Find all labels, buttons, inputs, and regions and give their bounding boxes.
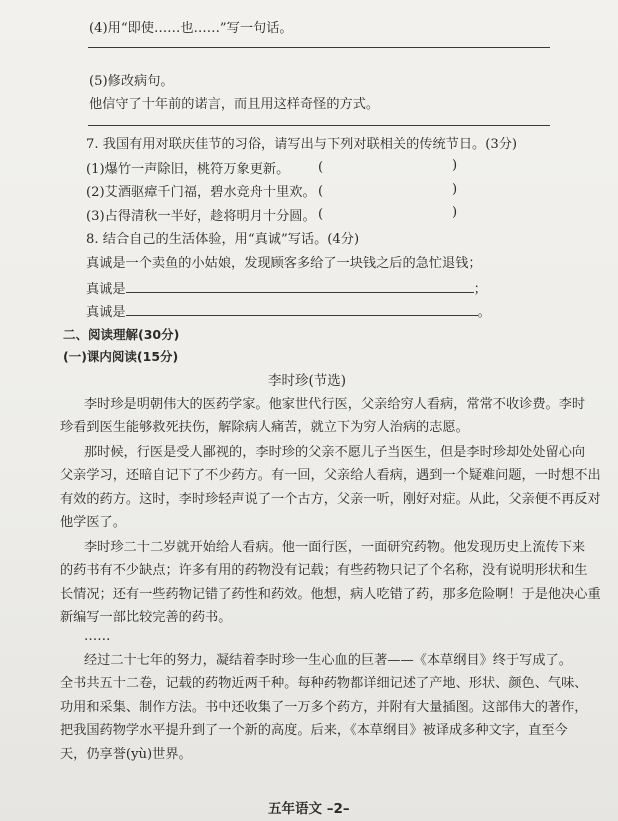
q8-prompt: 8. 结合自己的生活体验，用“真诚”写话。(4分): [86, 232, 360, 247]
page-footer: 五年语文 –2–: [268, 801, 350, 817]
passage-title: 李时珍(节选): [268, 373, 347, 389]
q7-paren-close-2: ): [452, 182, 458, 197]
passage-line: 父亲学习，还暗自记下了不少药方。有一回，父亲给人看病，遇到一个疑难问题，一时想不出: [60, 468, 601, 483]
passage-line: 有效的药方。这时，李时珍轻声说了一个古方，父亲一听，刚好对症。从此，父亲便不再反对: [60, 492, 601, 507]
passage-line: 全书共五十二卷，记载的药物近两千种。每种药物都详细记述了产地、形状、颜色、气味、: [60, 676, 588, 691]
q8-blank-2-prefix: 真诚是: [86, 305, 126, 320]
q7-paren-open-2: (: [318, 184, 324, 199]
q7-paren-close-1: ): [452, 158, 458, 173]
q7-item-1: (1)爆竹一声除旧，桃符万象更新。: [86, 162, 290, 177]
passage-line: 的药书有不少缺点；许多有用的药物没有记载；有些药物只记了个名称，没有说明形状和生: [60, 563, 588, 578]
passage-line: 把我国药物学水平提升到了一个新的高度。后来，《本草纲目》被译成多种文字，直至今: [60, 723, 568, 738]
section2-title: 二、阅读理解(30分): [63, 327, 180, 342]
q8-blank-1-end: ；: [473, 282, 487, 297]
q7-paren-close-3: ): [452, 205, 458, 220]
passage-line: 他学医了。: [60, 515, 126, 530]
q8-example: 真诚是一个卖鱼的小姑娘，发现顾客多给了一块钱之后的急忙退钱；: [86, 256, 482, 271]
passage-line: 经过二十七年的努力，凝结着李时珍一生心血的巨著——《本草纲目》终于写成了。: [84, 653, 572, 668]
passage-line: 新编写一部比较完善的药书。: [60, 610, 232, 625]
q8-blank-2-end: 。: [477, 305, 491, 320]
passage-line: 长情况；还有一些药物记错了药性和药效。他想，病人吃错了药，那多危险啊！于是他决心重: [60, 587, 601, 602]
q5-label: (5)修改病句。: [89, 74, 174, 89]
passage-line: 李时珍是明朝伟大的医药学家。他家世代行医，父亲给穷人看病，常常不收诊费。李时: [84, 397, 586, 412]
section2-subtitle: (一)课内阅读(15分): [63, 349, 179, 364]
q7-paren-open-1: (: [318, 160, 324, 175]
q8-blank-1[interactable]: [86, 279, 487, 299]
passage-line: 李时珍二十二岁就开始给人看病。他一面行医，一面研究药物。他发现历史上流传下来: [84, 540, 586, 555]
q7-prompt: 7. 我国有用对联庆佳节的习俗，请写出与下列对联相关的传统节日。(3分): [86, 137, 518, 152]
passage-line: 天，仍享誉(yù)世界。: [60, 747, 192, 762]
passage-ellipsis: ……: [84, 629, 111, 644]
passage-line: 功用和采集、制作方法。书中还收集了一万多个药方，并附有大量插图。这部伟大的著作，: [60, 700, 588, 715]
passage-line: 珍看到医生能够救死扶伤，解除病人痛苦，就立下为穷人治病的志愿。: [60, 420, 469, 435]
q7-paren-open-3: (: [318, 207, 324, 222]
q7-item-2: (2)艾酒驱瘴千门福，碧水竞舟十里欢。: [86, 185, 316, 200]
passage-line: 那时候，行医是受人鄙视的，李时珍的父亲不愿儿子当医生，但是李时珍却处处留心向: [84, 445, 586, 460]
q4-answer-line[interactable]: [88, 47, 550, 48]
q5-answer-line[interactable]: [88, 125, 550, 126]
q8-blank-2-line[interactable]: [126, 302, 478, 316]
q8-blank-2[interactable]: [86, 302, 491, 322]
q4-prompt: (4)用“即使……也……”写一句话。: [89, 21, 293, 36]
q8-blank-1-line[interactable]: [126, 279, 474, 293]
q7-item-3: (3)占得清秋一半好，趁将明月十分圆。: [86, 209, 316, 224]
q5-sentence: 他信守了十年前的诺言，而且用这样奇怪的方式。: [89, 97, 380, 112]
q8-blank-1-prefix: 真诚是: [86, 282, 126, 297]
